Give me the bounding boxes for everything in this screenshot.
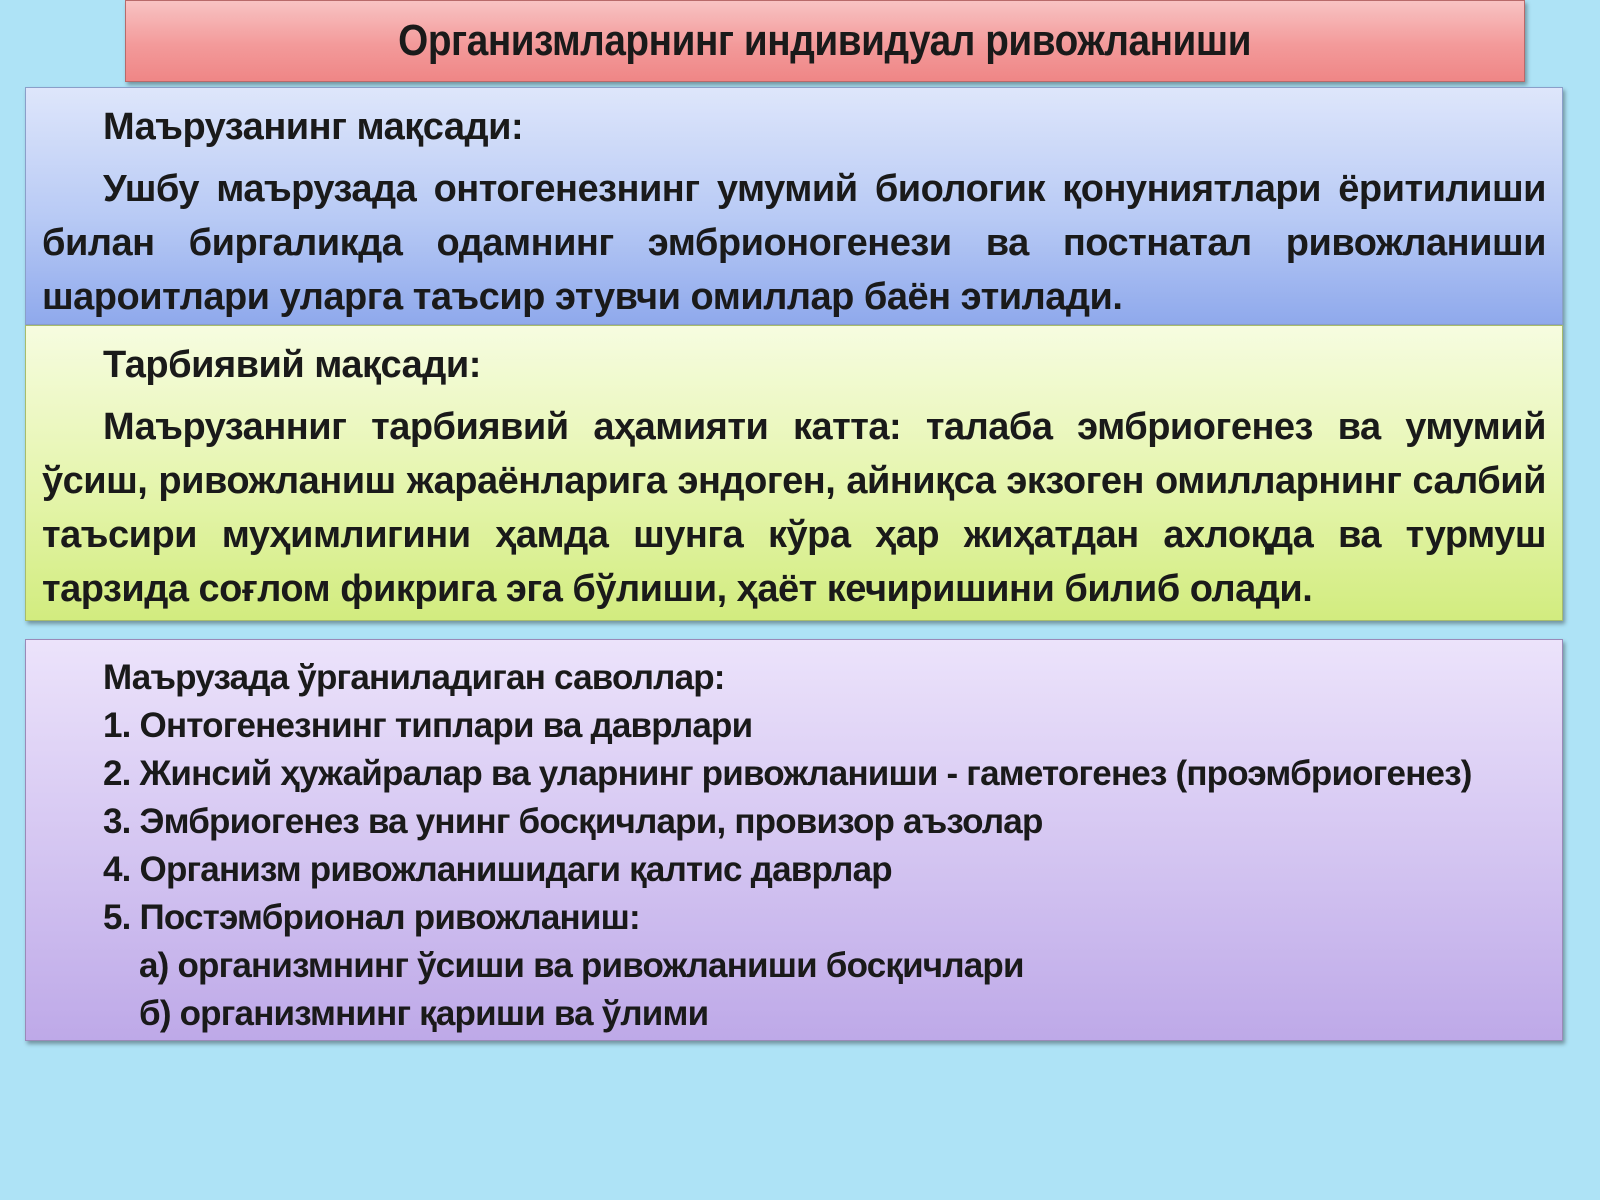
question-subitem: а) организмнинг ўсиши ва ривожланиши босқичлари bbox=[139, 946, 1024, 985]
question-item: 2. Жинсий ҳужайралар ва уларнинг ривожланиши - гаметогенез (проэмбриогенез) bbox=[103, 754, 1472, 793]
question-item: 5. Постэмбрионал ривожланиш: bbox=[103, 898, 640, 937]
questions-list bbox=[42, 702, 1546, 1038]
slide-title: Организмларнинг индивидуал ривожланиши bbox=[398, 16, 1252, 65]
lecture-aim-panel bbox=[25, 87, 1563, 325]
educational-aim-heading: Тарбиявий мақсади: bbox=[103, 344, 481, 386]
lecture-aim-heading: Маърузанинг мақсади: bbox=[103, 106, 524, 148]
educational-aim-text: Маърузанниг тарбиявий аҳамияти катта: талаба эмбриогенез ва умумий ўсиш, ривожланиш жараёнларига эндоген, айниқса экзоген омилларнинг салбий таъсири муҳимлигини ҳамда шунга кўра ҳар жиҳатдан ахлоқда ва турмуш тарзида соғлом фикрига эга бўлиши, ҳаёт кечиришини билиб олади. bbox=[42, 406, 1546, 610]
question-item: 1. Онтогенезнинг типлари ва даврлари bbox=[103, 706, 753, 745]
question-item: 4. Организм ривожланишидаги қалтис даврлар bbox=[103, 850, 892, 889]
questions-panel bbox=[25, 639, 1563, 1041]
questions-heading: Маърузада ўрганиладиган саволлар: bbox=[103, 658, 725, 697]
question-item: 3. Эмбриогенез ва унинг босқичлари, провизор аъзолар bbox=[103, 802, 1043, 841]
title-banner bbox=[125, 0, 1525, 82]
educational-aim-panel bbox=[25, 325, 1563, 621]
question-subitem: б) организмнинг қариши ва ўлими bbox=[139, 994, 709, 1033]
lecture-aim-text: Ушбу маърузада онтогенезнинг умумий биологик қонуниятлари ёритилиши билан биргаликда одамнинг эмбрионогенези ва постнатал ривожланиши шароитлари уларга таъсир этувчи омиллар баён этилади. bbox=[42, 168, 1546, 318]
